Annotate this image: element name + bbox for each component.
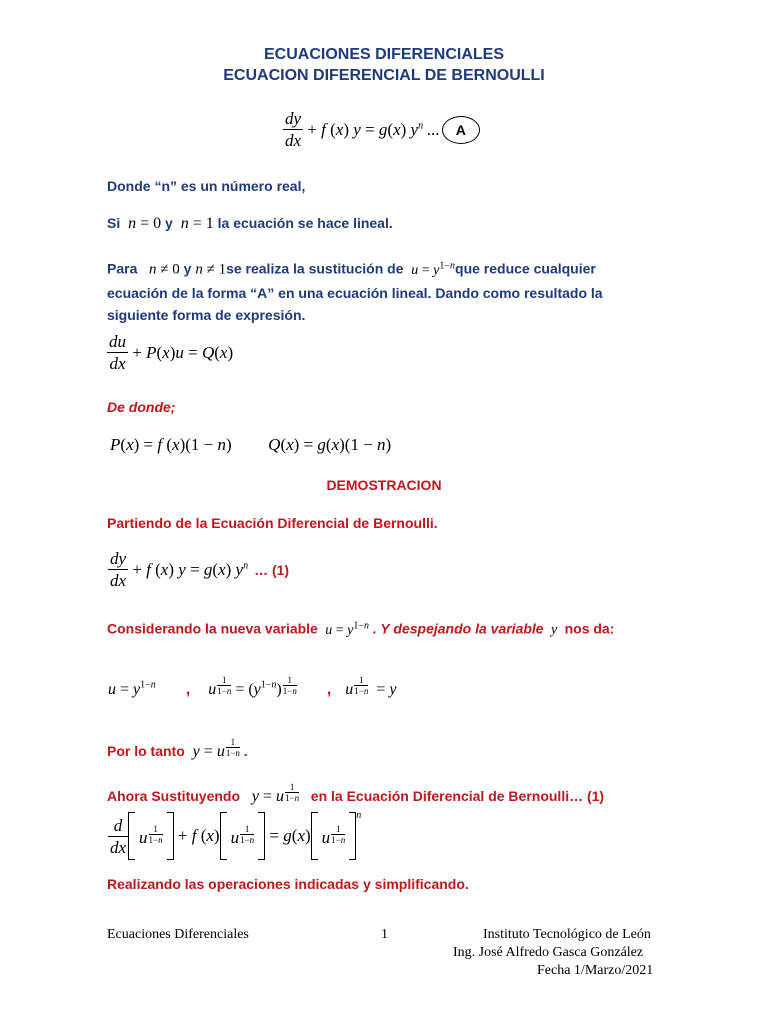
equation-bernoulli-a: $\frac{dy}{dx}$ + f (x) y = g(x) $y^n$ ... A (283, 110, 480, 149)
footer-author: Ing. José Alfredo Gasca González (453, 945, 644, 960)
equation-bernoulli-1: $\frac{dy}{dx}$ + f (x) y = g(x) $y^n$ … (1) (110, 549, 290, 590)
paragraph-linear-case: Si n = 0 y n = 1 la ecuación se hace lineal. (107, 215, 393, 232)
footer-page-number: 1 (381, 927, 388, 942)
equation-p-q-definitions: P(x) = f (x)(1 − n) Q(x) = g(x)(1 − n) (110, 435, 392, 454)
paragraph-ahora-sustituyendo: Ahora Sustituyendo y = u $\frac{1}{1-n}$ en la Ecuación Diferencial de Bernoulli… (1) (107, 782, 605, 805)
title-line-1: ECUACIONES DIFERENCIALES (263, 46, 505, 63)
paragraph-substitution: Para n ≠ 0 y n ≠ 1se realiza la sustitución de $u = y^{1-n}que$ reduce cualquier ecuación de la forma “A” en una ecuación lineal. Dando como resultado la siguiente forma de expresión. (107, 260, 603, 323)
heading-demostracion: DEMOSTRACION (326, 477, 442, 493)
paragraph-realizando: Realizando las operaciones indicadas y simplificando. (107, 876, 469, 892)
footer-institute: Instituto Tecnológico de León (483, 927, 651, 942)
heading-de-donde: De donde; (107, 399, 176, 415)
paragraph-partiendo: Partiendo de la Ecuación Diferencial de Bernoulli. (107, 515, 438, 531)
equation-linear-form: $\frac{du}{dx}$ + P(x)u = Q(x) (109, 332, 234, 373)
paragraph-real-number: Donde “n” es un número real, (107, 178, 306, 194)
footer-course: Ecuaciones Diferenciales (107, 927, 249, 942)
paragraph-por-lo-tanto: Por lo tanto y = u $\frac{1}{1-n}$ . (107, 737, 248, 760)
footer-date: Fecha 1/Marzo/2021 (537, 963, 654, 978)
equation-substituted: $\frac{d}{dx}$ u $\frac{1}{1-n}$ + f (x) u $\frac{1}{1-n}$ = g(x) u $\frac{1}{1-n}$ $^n$ (108, 812, 361, 860)
equation-label-a: A (442, 116, 480, 144)
paragraph-considerando: Considerando la nueva variable $u = y^{1-n}$ . Y despejando la variable y nos da: (107, 620, 615, 638)
title-line-2: ECUACION DIFERENCIAL DE BERNOULLI (223, 67, 545, 84)
equation-substitution-chain: $u = y^{1-n}$ , u $\frac{1}{1-n}$ = $(y^{1-n})$ $\frac{1}{1-n}$ , u $\frac{1}{1-n}$ = y (108, 675, 397, 698)
